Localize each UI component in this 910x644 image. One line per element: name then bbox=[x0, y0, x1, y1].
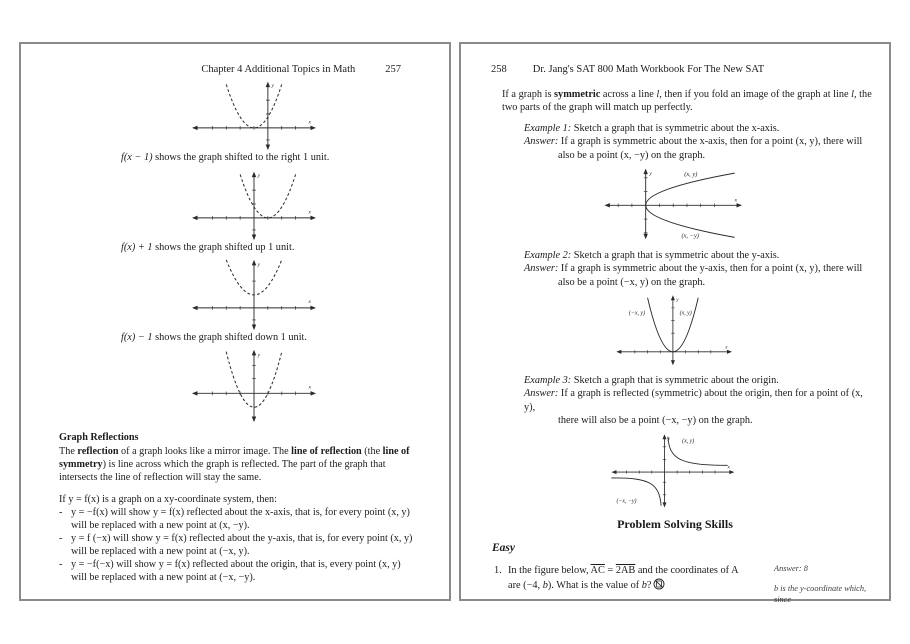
figure-symmetric-origin bbox=[461, 430, 889, 510]
x-axis-label: x bbox=[308, 119, 312, 126]
parabola-graph-svg bbox=[184, 347, 324, 423]
left-page-header bbox=[21, 64, 401, 75]
question-text: In the figure below, $\overline{AC} = 2AB$ and the coordinates of A are (−4, b). What is the value of b? bbox=[508, 564, 738, 591]
caption-math: f(x) − 1 bbox=[121, 331, 153, 343]
y-axis-label: y bbox=[667, 435, 671, 442]
y-axis-label: y bbox=[676, 297, 679, 304]
graph-reflections-section bbox=[59, 431, 419, 484]
figure-parabola-original bbox=[21, 77, 449, 151]
answer-value: 8 bbox=[803, 563, 808, 573]
example-3-prompt: Example 3: Sketch a graph that is symmetric about the origin. bbox=[524, 375, 779, 386]
problem-solving-skills-heading: Problem Solving Skills bbox=[617, 516, 733, 531]
rules-intro: If y = f(x) is a graph on a xy-coordinate system, then: bbox=[59, 493, 277, 505]
sideways-parabola-svg bbox=[588, 164, 763, 242]
example-1-prompt: Example 1: Sketch a graph that is symmetric about the x-axis. bbox=[524, 122, 780, 134]
parabola-graph-svg bbox=[184, 257, 324, 331]
example-3 bbox=[524, 374, 869, 428]
symmetry-intro-paragraph: If a graph is symmetric across a line l, then if you fold an image of the graph at line l, the two parts of the graph will match up perfectly. bbox=[502, 89, 872, 114]
point-label-x-negy: (x, −y) bbox=[680, 232, 699, 240]
x-axis-label: x bbox=[734, 197, 737, 204]
reflection-rules-list bbox=[59, 493, 419, 584]
section-heading: Graph Reflections bbox=[59, 431, 139, 443]
point-label-xy: (x, y) bbox=[683, 170, 697, 178]
example-1-answer: Answer: If a graph is symmetric about the x-axis, then for a point (x, y), there will bbox=[524, 136, 863, 148]
upward-parabola-svg bbox=[595, 291, 755, 367]
caption-shift-up bbox=[121, 242, 449, 255]
example-2-answer: Answer: If a graph is symmetric about the y-axis, then for a point (x, y), there will bbox=[524, 263, 863, 275]
y-axis-label: y bbox=[648, 170, 652, 177]
point-label-negx-y: (−x, y) bbox=[628, 310, 646, 317]
x-axis-label: x bbox=[308, 209, 312, 216]
answer-line: Answer: 8 bbox=[774, 563, 808, 573]
no-calculator-icon bbox=[653, 578, 665, 590]
example-3-answer: Answer: If a graph is reflected (symmetric) about the origin, then for a point of (x, y), bbox=[524, 388, 863, 413]
example-1-answer-cont: also be a point (x, −y) on the graph. bbox=[558, 149, 706, 161]
segment-2AB-bar: 2AB bbox=[615, 564, 636, 576]
page-number-right: 258 bbox=[491, 64, 507, 75]
example-2-answer-cont: also be a point (−x, y) on the graph. bbox=[558, 276, 706, 288]
y-axis-label: y bbox=[257, 173, 261, 180]
rule-y-axis: - y = f (−x) will show y = f(x) reflected about the y-axis, that is, for every point (x, y) will be replaced with a new point at (−x, y). bbox=[59, 532, 413, 557]
question-number: 1. bbox=[494, 564, 502, 576]
figure-parabola-shift-right bbox=[21, 167, 449, 241]
x-axis-label: x bbox=[308, 384, 312, 391]
y-axis-label: y bbox=[257, 261, 261, 268]
caption-shift-right bbox=[121, 152, 449, 165]
page-number-left: 257 bbox=[385, 64, 401, 75]
parabola-graph-svg bbox=[184, 167, 324, 241]
caption-text: shows the graph shifted up 1 unit. bbox=[152, 241, 295, 253]
reflections-paragraph: The reflection of a graph looks like a mirror image. The line of reflection (the line of symmetry) is line across which the graph is reflected. The part of the graph that intersects the line of reflection will stay the same. bbox=[59, 445, 410, 483]
figure-parabola-shift-up bbox=[21, 257, 449, 331]
caption-shift-down bbox=[121, 332, 449, 345]
point-label-negx-negy: (−x, −y) bbox=[616, 497, 637, 504]
x-axis-label: x bbox=[308, 298, 312, 305]
figure-parabola-shift-down bbox=[21, 347, 449, 423]
caption-text: shows the graph shifted to the right 1 unit. bbox=[152, 152, 330, 163]
rule-origin: - y = −f(−x) will show y = f(x) reflected about the origin, that is, every point (x, y) will be replaced with a new point at (−x, −y). bbox=[59, 559, 401, 584]
segment-AC-bar: $\overline{AC}$ bbox=[590, 564, 605, 576]
caption-text: shows the graph shifted down 1 unit. bbox=[152, 331, 307, 343]
chapter-title: Chapter 4 Additional Topics in Math bbox=[201, 64, 356, 75]
question-1 bbox=[494, 564, 873, 606]
rule-x-axis: - y = −f(x) will show y = f(x) reflected about the x-axis, that is, for every point (x, y) will be replaced with a new point at (x, −y). bbox=[59, 506, 410, 531]
parabola-graph-svg bbox=[184, 77, 324, 151]
example-2-prompt: Example 2: Sketch a graph that is symmetric about the y-axis. bbox=[524, 249, 780, 261]
example-2 bbox=[524, 249, 869, 289]
caption-math: f(x) + 1 bbox=[121, 241, 153, 253]
answer-column bbox=[774, 564, 873, 606]
book-page-left bbox=[19, 42, 451, 601]
example-1 bbox=[524, 122, 869, 162]
x-axis-label: x bbox=[725, 344, 728, 351]
book-page-right bbox=[459, 42, 891, 605]
point-label-xy: (x, y) bbox=[682, 438, 695, 445]
x-axis-label: x bbox=[727, 464, 730, 471]
difficulty-label: Easy bbox=[492, 541, 515, 554]
y-axis-label: y bbox=[271, 83, 275, 90]
answer-note: b is the y-coordinate which, since bbox=[774, 584, 867, 605]
figure-symmetric-x-axis bbox=[461, 164, 889, 242]
caption-math: f(x − 1) bbox=[121, 152, 153, 163]
y-axis-label: y bbox=[257, 351, 261, 358]
hyperbola-svg bbox=[600, 430, 750, 510]
example-3-answer-cont: there will also be a point (−x, −y) on the graph. bbox=[558, 415, 753, 427]
point-label-xy: (x, y) bbox=[679, 310, 692, 317]
book-title: Dr. Jang's SAT 800 Math Workbook For The New SAT bbox=[532, 64, 765, 75]
figure-symmetric-y-axis bbox=[461, 291, 889, 367]
right-page-header bbox=[491, 64, 889, 75]
